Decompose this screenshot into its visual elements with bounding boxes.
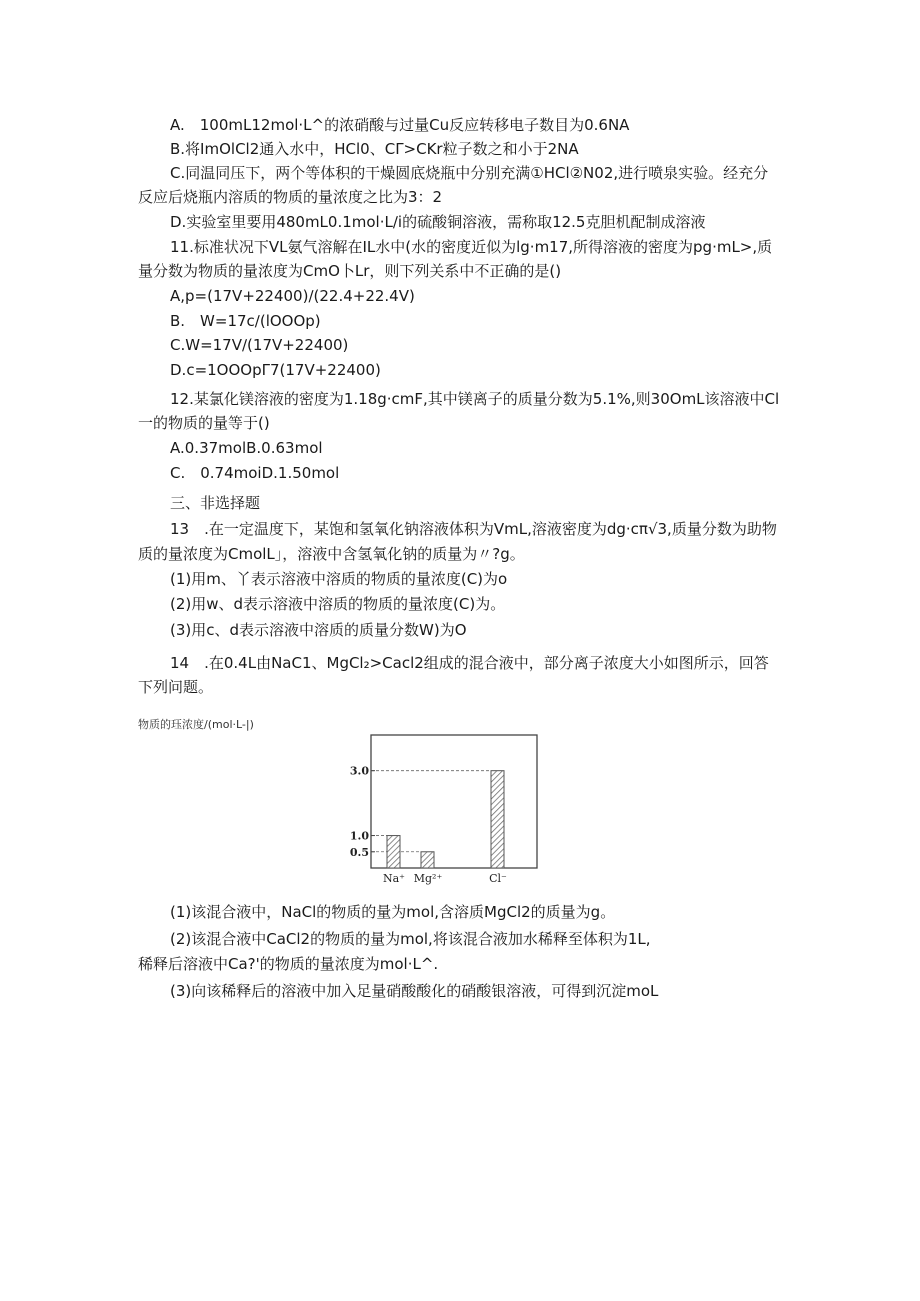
ion-concentration-chart — [349, 726, 560, 892]
q11-option-b: B. W=17c∕(lOOOp) — [170, 312, 321, 330]
q10-option-b: B.将ImOlCl2通入水中，HCl0、CΓ>CKr粒子数之和小于2NA — [170, 140, 579, 158]
q12-stem-line2: 一的物质的量等于() — [138, 414, 270, 432]
y-tick-label: 0.5 — [349, 845, 369, 859]
bar-3 — [491, 771, 504, 868]
q10-option-a: A. 100mL12mol·L^的浓硝酸与过量Cu反应转移电子数目为0.6NA — [170, 116, 630, 134]
q10-option-d: D.实验室里要用480mL0.1mol·L∕i的硫酸铜溶液，需称取12.5克胆机配制成溶液 — [170, 213, 706, 231]
q14-part-2-line2: 稀释后溶液中Ca?'的物质的量浓度为mol·L^. — [138, 955, 439, 973]
q12-options-cd: C. 0.74moiD.1.50mol — [170, 464, 340, 482]
q10-option-c-line2: 反应后烧瓶内溶质的物质的量浓度之比为3：2 — [138, 188, 443, 206]
q13-stem-line1: 13 .在一定温度下，某饱和氢氧化钠溶液体积为VmL,溶液密度为dg·cπ√3,质量分数为助物 — [170, 520, 777, 538]
x-tick-label: Na⁺ — [383, 872, 405, 885]
y-tick-label: 1.0 — [349, 829, 369, 843]
q11-stem-line2: 量分数为物质的量浓度为CmO卜Lr，则下列关系中不正确的是() — [138, 262, 562, 280]
q10-option-c-line1: C.同温同压下，两个等体积的干燥圆底烧瓶中分别充满①HCl②N02,进行喷泉实验。经充分 — [170, 164, 769, 182]
q14-part-1: (1)该混合液中，NaCl的物质的量为mol,含溶质MgCl2的质量为g。 — [170, 903, 616, 921]
q13-part-3: (3)用c、d表示溶液中溶质的质量分数W)为O — [170, 621, 467, 639]
q13-stem-line2: 质的量浓度为CmolL」，溶液中含氢氧化钠的质量为〃?g。 — [138, 545, 525, 563]
q14-part-3: (3)向该稀释后的溶液中加入足量硝酸酸化的硝酸银溶液，可得到沉淀moL — [170, 982, 659, 1000]
bar-2 — [421, 852, 434, 868]
q14-stem-line2: 下列问题。 — [138, 678, 214, 696]
section-heading: 三、非选择题 — [170, 494, 261, 512]
y-tick-label: 3.0 — [349, 764, 369, 778]
q11-option-a: A,p=(17V+22400)∕(22.4+22.4V) — [170, 287, 415, 305]
q13-part-2: (2)用w、d表示溶液中溶质的物质的量浓度(C)为。 — [170, 595, 506, 613]
q11-option-d: D.c=1OOOpΓ7(17V+22400) — [170, 361, 381, 379]
q14-part-2-line1: (2)该混合液中CaCl2的物质的量为mol,将该混合液加水稀释至体积为1L, — [170, 930, 651, 948]
q14-stem-line1: 14 .在0.4L由NaC1、MgCl₂>Cacl2组成的混合液中，部分离子浓度大小如图所示，回答 — [170, 654, 769, 672]
x-tick-label: Mg²⁺ — [413, 872, 443, 885]
q11-stem-line1: 11.标准状况下VL氨气溶解在IL水中(水的密度近似为lg·m17,所得溶液的密度为pg·mL>,质 — [170, 238, 773, 256]
bar-1 — [387, 836, 400, 868]
q12-stem-line1: 12.某氯化镁溶液的密度为1.18g·cmF,其中镁离子的质量分数为5.1%,则30OmL该溶液中Cl — [170, 390, 780, 408]
chart-y-axis-label: 物质的珏浓度/(mol·L-|) — [138, 718, 254, 731]
q13-part-1: (1)用m、丫表示溶液中溶质的物质的量浓度(C)为o — [170, 570, 508, 588]
x-tick-label: Cl⁻ — [489, 872, 507, 885]
q12-options-ab: A.0.37molB.0.63mol — [170, 439, 323, 457]
q11-option-c: C.W=17V∕(17V+22400) — [170, 336, 349, 354]
